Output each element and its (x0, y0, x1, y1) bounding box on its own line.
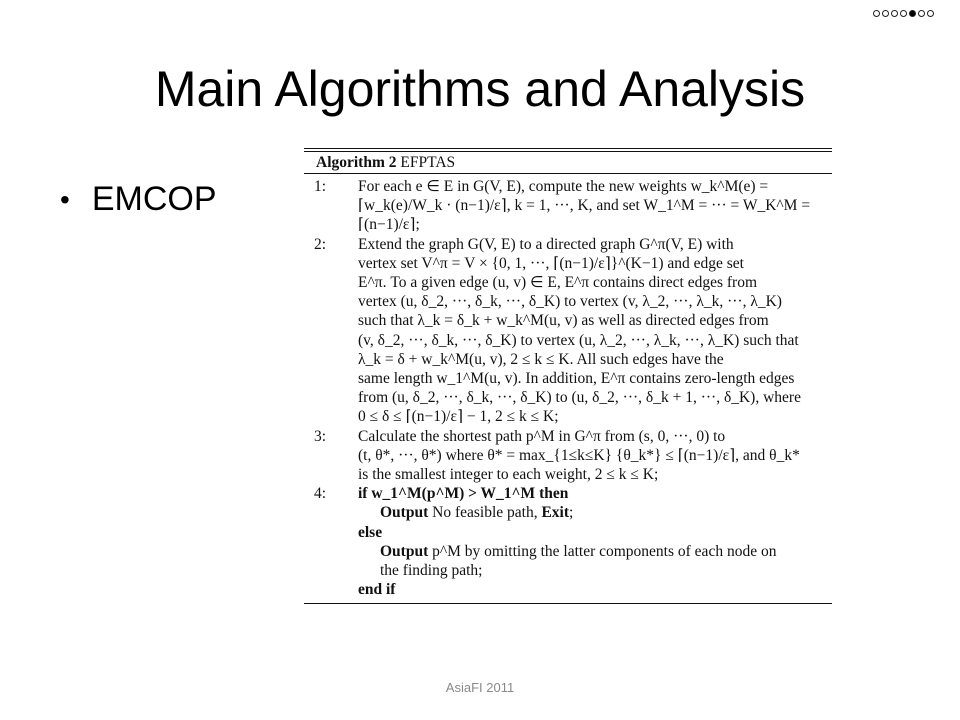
step-line: is the smallest integer to each weight, 2 ≤ k ≤ K; (358, 466, 659, 484)
step-line: such that λ_k = δ_k + w_k^M(u, v) as well as directed edges from (358, 312, 769, 330)
slide-dot[interactable] (882, 10, 889, 17)
bullet-text: EMCOP (91, 180, 217, 218)
slide-title: Main Algorithms and Analysis (154, 61, 806, 117)
step-number: 2: (314, 235, 327, 253)
step-line: Calculate the shortest path p^M in G^π from (s, 0, ···, 0) to (358, 427, 726, 445)
step-line: vertex set V^π = V × {0, 1, ···, ⌈(n−1)/ε⌉}^(K−1) and edge set (358, 254, 744, 272)
step-line: Extend the graph G(V, E) to a directed graph G^π(V, E) with (358, 235, 734, 253)
algorithm-name: EFPTAS (400, 154, 456, 171)
slide-footer: AsiaFI 2011 (445, 680, 515, 695)
exit-keyword: Exit (541, 504, 570, 522)
slide-dot[interactable] (873, 10, 880, 17)
step-line: ⌈(n−1)/ε⌉; (358, 216, 420, 234)
step-number: 3: (314, 427, 327, 445)
step-line: from (u, δ_2, ···, δ_k, ···, δ_K) to (u, δ_2, ···, δ_k + 1, ···, δ_K), where (358, 389, 801, 407)
algorithm-step (304, 177, 832, 235)
bullet-dot-icon: • (60, 183, 70, 215)
step-line: (t, θ*, ···, θ*) where θ* = max_{1≤k≤K} {θ_k*} ≤ ⌈(n−1)/ε⌉, and θ_k* (358, 446, 800, 464)
algorithm-step (304, 235, 832, 427)
output-keyword: Output (380, 504, 429, 522)
step-line: λ_k = δ + w_k^M(u, v), 2 ≤ k ≤ K. All such edges have the (358, 350, 724, 368)
algorithm-then-branch (304, 503, 832, 522)
slide-dot[interactable] (900, 10, 907, 17)
step-line: (v, δ_2, ···, δ_k, ···, δ_K) to vertex (u, λ_2, ···, λ_k, ···, λ_K) such that (358, 331, 799, 349)
algorithm-box (304, 148, 832, 630)
slide-dot[interactable] (918, 10, 925, 17)
slide-dot[interactable] (927, 10, 934, 17)
algorithm-step (304, 484, 832, 503)
output-keyword: Output (380, 542, 429, 560)
end-if-keyword: end if (358, 581, 396, 599)
current-slide-dot[interactable] (909, 10, 916, 17)
algorithm-header (304, 152, 832, 173)
step-line: E^π. To a given edge (u, v) ∈ E, E^π contains direct edges from (358, 274, 757, 292)
else-line: p^M by omitting the latter components of each node on (432, 542, 777, 560)
algorithm-steps (304, 177, 832, 503)
algorithm-number: Algorithm 2 (316, 154, 397, 171)
then-text: No feasible path, (432, 504, 538, 522)
algorithm-step (304, 427, 832, 485)
step-line: if w_1^M(p^M) > W_1^M then (358, 485, 569, 503)
step-line: 0 ≤ δ ≤ ⌈(n−1)/ε⌉ − 1, 2 ≤ k ≤ K; (358, 408, 559, 426)
step-number: 4: (314, 485, 327, 503)
step-line: For each e ∈ E in G(V, E), compute the new weights w_k^M(e) = (358, 178, 769, 195)
algorithm-bottom-rule (304, 603, 832, 604)
slide-dot[interactable] (891, 10, 898, 17)
else-keyword: else (358, 523, 383, 541)
else-line: the finding path; (380, 562, 483, 580)
bullet-item (60, 180, 217, 219)
step-line: ⌈w_k(e)/W_k · (n−1)/ε⌉, k = 1, ···, K, and set W_1^M = ··· = W_K^M = (358, 197, 811, 215)
algorithm-end-if (304, 580, 832, 599)
step-line: same length w_1^M(u, v). In addition, E^π contains zero-length edges (358, 370, 795, 388)
step-line: vertex (u, δ_2, ···, δ_k, ···, δ_K) to vertex (v, λ_2, ···, λ_k, ···, λ_K) (358, 293, 782, 311)
then-tail: ; (569, 504, 574, 522)
algorithm-else-branch (304, 542, 832, 580)
algorithm-header-rule (304, 173, 832, 174)
algorithm-else (304, 523, 832, 542)
step-number: 1: (314, 178, 327, 195)
slide-progress-dots (873, 10, 934, 17)
